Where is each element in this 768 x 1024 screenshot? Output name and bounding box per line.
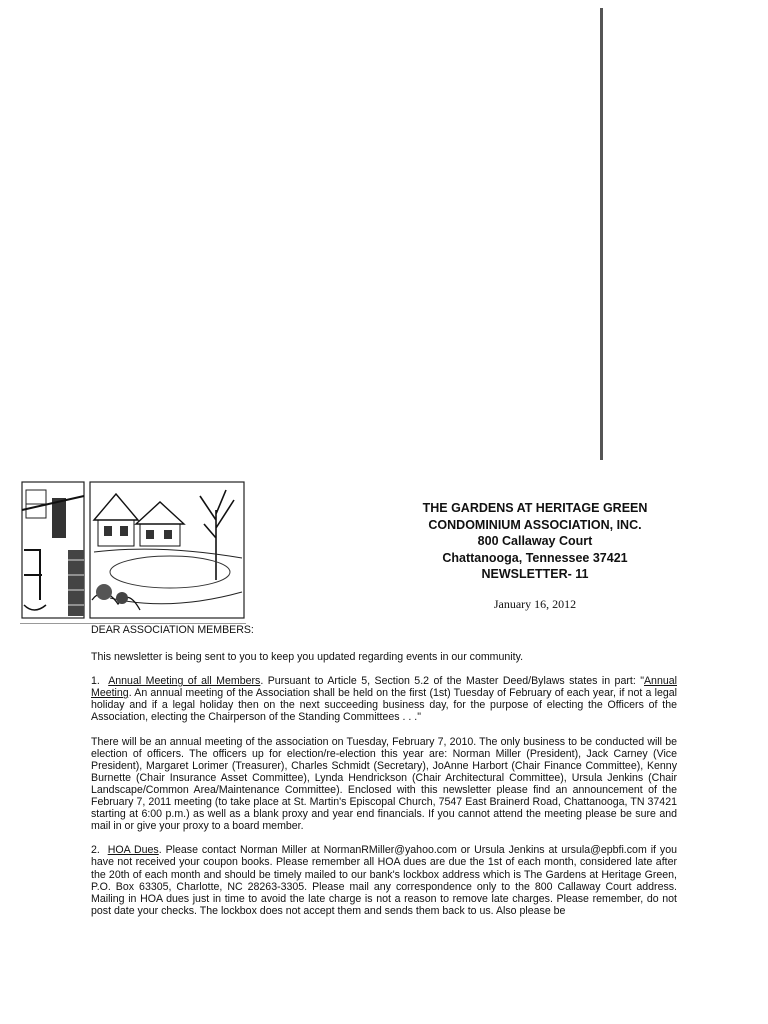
section-text: . Please contact Norman Miller at NormanRMiller@yahoo.com or Ursula Jenkins at ursula@epbfi.com if you have not received your coupon books. Please remember all HOA dues are due the 1st of each month, considered late after the 20th of each month and should be timely mailed to our bank's lockbox address which is The Gardens at Heritage Green, P.O. Box 63305, Charlotte, NC 28263-3305. Please mail any correspondence only to the 800 Callaway Court address. Mailing in HOA dues just in time to avoid the late charge is not a reason to remove late charges. Please remember, do not post date your checks. The lockbox does not accept them and sends them back to us. Also please be — [91, 844, 677, 917]
section-hoa-dues — [91, 844, 677, 917]
city-state-zip: Chattanooga, Tennessee 37421 — [442, 550, 628, 565]
street-address: 800 Callaway Court — [477, 534, 593, 548]
salutation: DEAR ASSOCIATION MEMBERS: — [91, 624, 254, 636]
letterhead — [380, 500, 690, 583]
neighborhood-illustration — [20, 480, 246, 622]
quote-text: . An annual meeting of the Association shall be held on the first (1st) Tuesday of February of each year, if not a legal holiday and if a legal holiday then on the next succeeding business day, for the purpose of electing the Officers of the Association, electing the Chairperson of the Standing Committees . . ." — [91, 687, 677, 724]
newsletter-date: January 16, 2012 — [493, 597, 577, 611]
section-number: 1. — [91, 675, 100, 688]
section-text: . Pursuant to Article 5, Section 5.2 of the Master Deed/Bylaws states in part: " — [260, 675, 644, 688]
quote-heading: Annual Meeting — [91, 675, 677, 700]
newsletter-number: NEWSLETTER- 11 — [481, 567, 589, 581]
letter-body — [91, 624, 677, 929]
sketch-image — [20, 480, 246, 622]
section-heading: Annual Meeting of all Members — [108, 675, 261, 688]
intro-paragraph: This newsletter is being sent to you to keep you updated regarding events in our community. — [91, 651, 524, 664]
section-heading: HOA Dues — [107, 844, 159, 857]
section-number: 2. — [91, 844, 100, 857]
association-name: THE GARDENS AT HERITAGE GREEN — [422, 501, 648, 515]
election-paragraph: There will be an annual meeting of the association on Tuesday, February 7, 2010. The only business to be conducted will be election of officers. The officers up for election/re-election this year are: Norman Miller (President), Jack Carney (Vice President), Margaret Lorimer (Treasurer), Charles Schmidt (Secretary), JoAnne Harbort (Chair Finance Committee), Kenny Burnette (Chair Insurance Asset Committee), Lynda Hendrickson (Chair Architectural Committee), Ursula Jenkins (Chair Landscape/Common Area/Maintenance Committee). Enclosed with this newsletter please find an announcement of the February 7, 2011 meeting (to take place at St. Martin's Episcopal Church, 7547 East Brainerd Road, Chattanooga, TN 37421 starting at 6:00 p.m.) as well as a blank proxy and year end financials. If you cannot attend the meeting please be sure and mail in or give your proxy to a board member. — [91, 735, 677, 833]
association-type: CONDOMINIUM ASSOCIATION, INC. — [428, 517, 642, 532]
vertical-divider-line — [600, 8, 603, 460]
section-annual-meeting — [91, 675, 677, 723]
